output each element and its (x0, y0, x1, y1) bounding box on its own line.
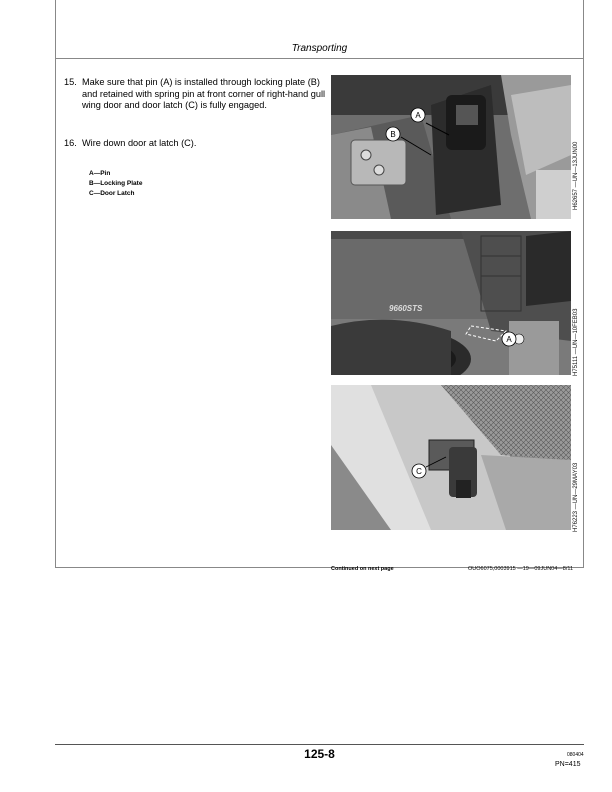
combine-model-badge: 9660STS (389, 304, 423, 313)
figure-pin-locking-plate (331, 75, 571, 219)
legend-item-locking-plate: B—Locking Plate (89, 180, 143, 187)
figure-id: H62657 —UN—13JUN00 (573, 141, 579, 210)
callout-a: A (415, 111, 421, 120)
step-number: 16. (64, 138, 77, 148)
document-reference: OUO6075,0003915 —19—09JUN04—8/11 (468, 566, 574, 572)
step-16 (64, 138, 326, 150)
section-title: Transporting (291, 43, 348, 54)
callout-legend (89, 169, 142, 199)
frame-left-border (55, 0, 56, 568)
pn-number: PN=415 (555, 761, 581, 768)
figure-combine-side (331, 231, 571, 375)
page-number: 125-8 (304, 747, 335, 761)
print-date: 080404 (567, 752, 584, 758)
footer-rule (55, 744, 584, 745)
legend-item-pin: A—Pin (89, 170, 111, 177)
step-text: Wire down door at latch (C). (82, 138, 197, 148)
figure-combine-side-image (331, 231, 571, 375)
figure-pin-locking-plate-image (331, 75, 571, 219)
figure-door-latch (331, 385, 571, 530)
frame-right-border (583, 0, 584, 568)
step-number: 15. (64, 77, 77, 87)
step-15 (64, 77, 326, 112)
figure-id: H75111 —UN—10FEB03 (573, 308, 579, 376)
callout-c: C (416, 467, 422, 476)
header-rule (55, 58, 584, 59)
legend-item-door-latch: C—Door Latch (89, 190, 135, 197)
continued-notice: Continued on next page (331, 566, 394, 572)
callout-b: B (390, 130, 396, 139)
callout-a: A (506, 335, 512, 344)
figure-id: H76223 —UN—29MAY03 (573, 462, 579, 532)
step-text: Make sure that pin (A) is installed through locking plate (B) and retained with spring pin at front corner of right-hand gull wing door and door latch (C) is fully engaged. (82, 77, 326, 110)
figure-door-latch-image (331, 385, 571, 530)
